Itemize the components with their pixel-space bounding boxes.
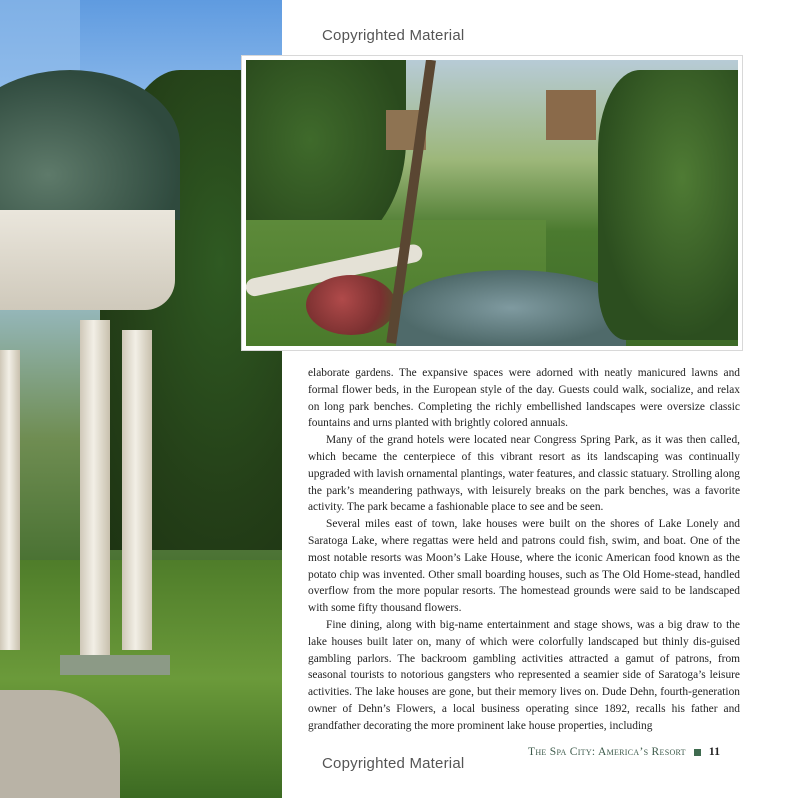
garden-photo — [246, 60, 738, 346]
garden-pond — [396, 270, 626, 346]
page-number: 11 — [708, 746, 721, 758]
garden-trees-right — [598, 70, 738, 340]
garden-flowers — [306, 275, 396, 335]
gazebo-column — [0, 350, 20, 650]
gazebo-base — [60, 655, 170, 675]
body-text — [308, 365, 740, 735]
paragraph: elaborate gardens. The expansive spaces were adorned with neatly manicured lawns and formal flower beds, in the European style of the day. Guests could walk, socialize, and relax on long park benches. Completing the richly embellished landscapes were oversize classic fountains and urns planted with brightly colored annuals. — [308, 367, 740, 430]
copyright-watermark-top: Copyrighted Material — [322, 27, 465, 44]
copyright-watermark-bottom: Copyrighted Material — [322, 755, 465, 772]
garden-photo-frame — [242, 56, 742, 350]
gazebo-ring — [0, 210, 175, 310]
gazebo-column — [122, 330, 152, 650]
paragraph: Several miles east of town, lake houses were built on the shores of Lake Lonely and Saratoga Lake, where regattas were held and patrons could fish, swim, and boat. One of the most notable resorts was Moon’s Lake House, where the iconic American food known as the potato chip was invented. Other small boarding houses, such as The Old Home-stead, handled overflow from the more popular resorts. The homestead grounds were said to be landscaped with some fifty thousand flowers. — [308, 518, 740, 615]
running-footer — [528, 746, 720, 758]
garden-building — [546, 90, 596, 140]
paragraph: Fine dining, along with big-name entertainment and stage shows, was a big draw to the lake houses built later on, many of which were colorfully landscaped but thinly dis-guised gambling parlors. The backroom gambling activities attracted a gamut of patrons, from seasonal tourists to notorious gangsters who represented a seamier side of Saratoga’s leisure activities. The lake houses are gone, but their memory lives on. Dude Dehn, fourth-generation owner of Dehn’s Flowers, a local business operating since 1892, recalls his father and grandfather decorating the more prominent lake house properties, including — [308, 618, 740, 732]
square-bullet-icon — [694, 749, 701, 756]
gazebo-column — [80, 320, 110, 660]
running-title: The Spa City: America’s Resort — [528, 746, 686, 758]
gazebo-photo — [0, 0, 282, 798]
paragraph: Many of the grand hotels were located near Congress Spring Park, as it was then called, which became the centerpiece of this vibrant resort as its landscaping was continually upgraded with lavish ornamental plantings, water features, and classic statuary. Strolling along the park’s meandering pathways, with leisurely breaks on the park benches, was a favorite activity. The park became a fashionable place to see and be seen. — [308, 434, 740, 514]
